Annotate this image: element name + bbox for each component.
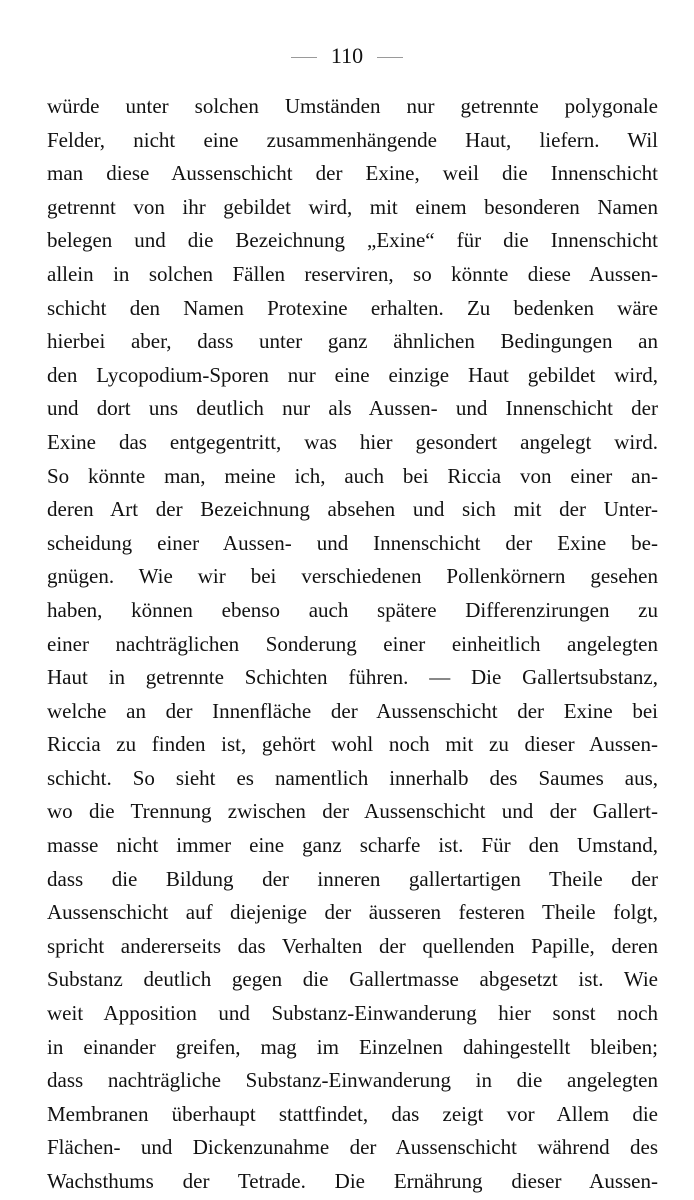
text-line: spricht andererseits das Verhalten der quellenden Papille, deren (47, 933, 658, 958)
text-line: belegen und die Bezeichnung „Exine“ für die Innenschicht (47, 228, 658, 253)
text-line: getrennt von ihr gebildet wird, mit einem besonderen Namen (47, 194, 658, 219)
text-line: dass die Bildung der inneren gallertartigen Theile der (47, 866, 658, 891)
text-line: man diese Aussenschicht der Exine, weil die Innenschicht (47, 161, 658, 186)
text-line: masse nicht immer eine ganz scharfe ist. Für den Umstand, (47, 833, 658, 858)
text-line: und dort uns deutlich nur als Aussen- und Innenschicht der (47, 396, 658, 421)
text-line: Exine das entgegentritt, was hier gesondert angelegt wird. (47, 429, 658, 454)
text-line: den Lycopodium-Sporen nur eine einzige Haut gebildet wird, (47, 362, 658, 387)
text-line: dass nachträgliche Substanz-Einwanderung in die angelegten (47, 1068, 658, 1093)
text-line: welche an der Innenfläche der Aussenschicht der Exine bei (47, 698, 658, 723)
text-line: einer nachträglichen Sonderung einer einheitlich angelegten (47, 631, 658, 656)
text-line: schicht den Namen Protexine erhalten. Zu bedenken wäre (47, 295, 658, 320)
text-line: deren Art der Bezeichnung absehen und sich mit der Unter- (47, 497, 658, 522)
text-line: Substanz deutlich gegen die Gallertmasse abgesetzt ist. Wie (47, 967, 658, 992)
page-header (0, 42, 694, 70)
page-number: 110 (330, 43, 364, 68)
text-line: gnügen. Wie wir bei verschiedenen Pollenkörnern gesehen (47, 564, 658, 589)
text-line: haben, können ebenso auch spätere Differenzirungen zu (47, 597, 658, 622)
body-text (47, 90, 658, 1199)
text-line: hierbei aber, dass unter ganz ähnlichen Bedingungen an (47, 329, 658, 354)
text-line: würde unter solchen Umständen nur getrennte polygonale (47, 94, 658, 118)
text-line: Membranen überhaupt stattfindet, das zeigt vor Allem die (47, 1101, 658, 1126)
text-line: So könnte man, meine ich, auch bei Riccia von einer an- (47, 463, 658, 488)
text-line: wo die Trennung zwischen der Aussenschicht und der Gallert- (47, 799, 658, 824)
text-line: allein in solchen Fällen reserviren, so könnte diese Aussen- (47, 261, 658, 286)
text-line: Haut in getrennte Schichten führen. — Die Gallertsubstanz, (47, 665, 658, 690)
text-line: Felder, nicht eine zusammenhängende Haut, liefern. Wil (47, 127, 658, 152)
text-line: weit Apposition und Substanz-Einwanderung hier sonst noch (47, 1001, 658, 1026)
text-line: Wachsthums der Tetrade. Die Ernährung dieser Aussen- (47, 1169, 658, 1193)
header-dash-left (291, 57, 317, 58)
text-line: Riccia zu finden ist, gehört wohl noch mit zu dieser Aussen- (47, 732, 658, 757)
text-line: in einander greifen, mag im Einzelnen dahingestellt bleiben; (47, 1034, 658, 1059)
text-line: schicht. So sieht es namentlich innerhalb des Saumes aus, (47, 765, 658, 790)
text-line: Flächen- und Dickenzunahme der Aussenschicht während des (47, 1135, 658, 1160)
header-dash-right (377, 57, 403, 58)
text-line: Aussenschicht auf diejenige der äusseren festeren Theile folgt, (47, 900, 658, 925)
text-line: scheidung einer Aussen- und Innenschicht der Exine be- (47, 530, 658, 555)
